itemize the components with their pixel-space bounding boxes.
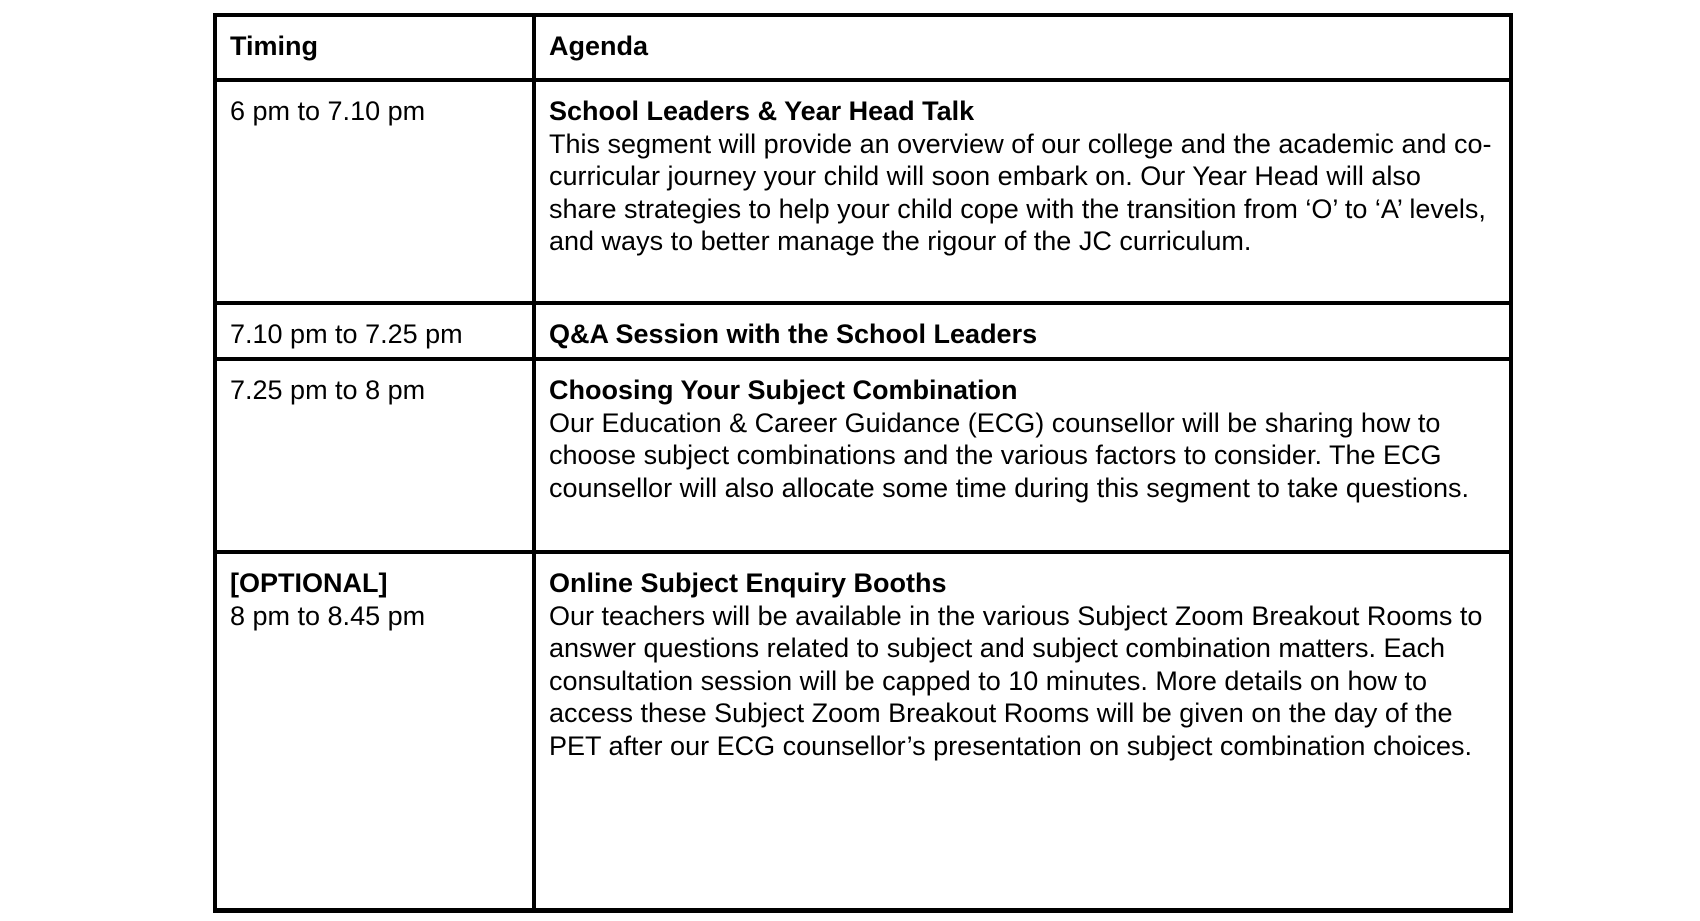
session-title: Choosing Your Subject Combination [549, 375, 1018, 405]
session-description: Our teachers will be available in the various Subject Zoom Breakout Rooms to answer questions related to subject and subject combination matters. Each consultation session will be capped to 10 minutes. More details on how to access these Subject Zoom Breakout Rooms will be given on the day of the PET after our ECG counsellor’s presentation on subject combination choices. [549, 600, 1483, 761]
table-row-3-timing-cell [217, 357, 532, 550]
table-row-3-agenda-cell [532, 357, 1509, 550]
table-row-1-agenda-cell [532, 78, 1509, 301]
header-timing-label: Timing [230, 31, 319, 61]
session-title: Online Subject Enquiry Booths [549, 568, 947, 598]
timing-value: 8 pm to 8.45 pm [230, 600, 426, 631]
table-row-2-agenda-cell [532, 301, 1509, 357]
session-description: This segment will provide an overview of our college and the academic and co-curricular journey your child will soon embark on. Our Year Head will also share strategies to help your child cope with the transition from ‘O’ to ‘A’ levels, and ways to better manage the rigour of the JC curriculum. [549, 128, 1492, 256]
session-description: Our Education & Career Guidance (ECG) counsellor will be sharing how to choose subject combinations and the various factors to consider. The ECG counsellor will also allocate some time during this segment to take questions. [549, 407, 1469, 503]
table-row-4-timing-cell [217, 550, 532, 908]
agenda-table [213, 13, 1513, 913]
header-timing [217, 17, 532, 78]
header-agenda-label: Agenda [549, 31, 649, 61]
timing-value: 7.25 pm to 8 pm [230, 375, 426, 405]
table-row-1-timing-cell [217, 78, 532, 301]
timing-value: 6 pm to 7.10 pm [230, 96, 426, 126]
table-row-2-timing-cell [217, 301, 532, 357]
session-title: School Leaders & Year Head Talk [549, 96, 975, 126]
header-agenda [532, 17, 1509, 78]
timing-optional-prefix: [OPTIONAL] [230, 568, 388, 598]
table-row-4-agenda-cell [532, 550, 1509, 908]
timing-value: 7.10 pm to 7.25 pm [230, 319, 463, 349]
session-title: Q&A Session with the School Leaders [549, 319, 1038, 349]
